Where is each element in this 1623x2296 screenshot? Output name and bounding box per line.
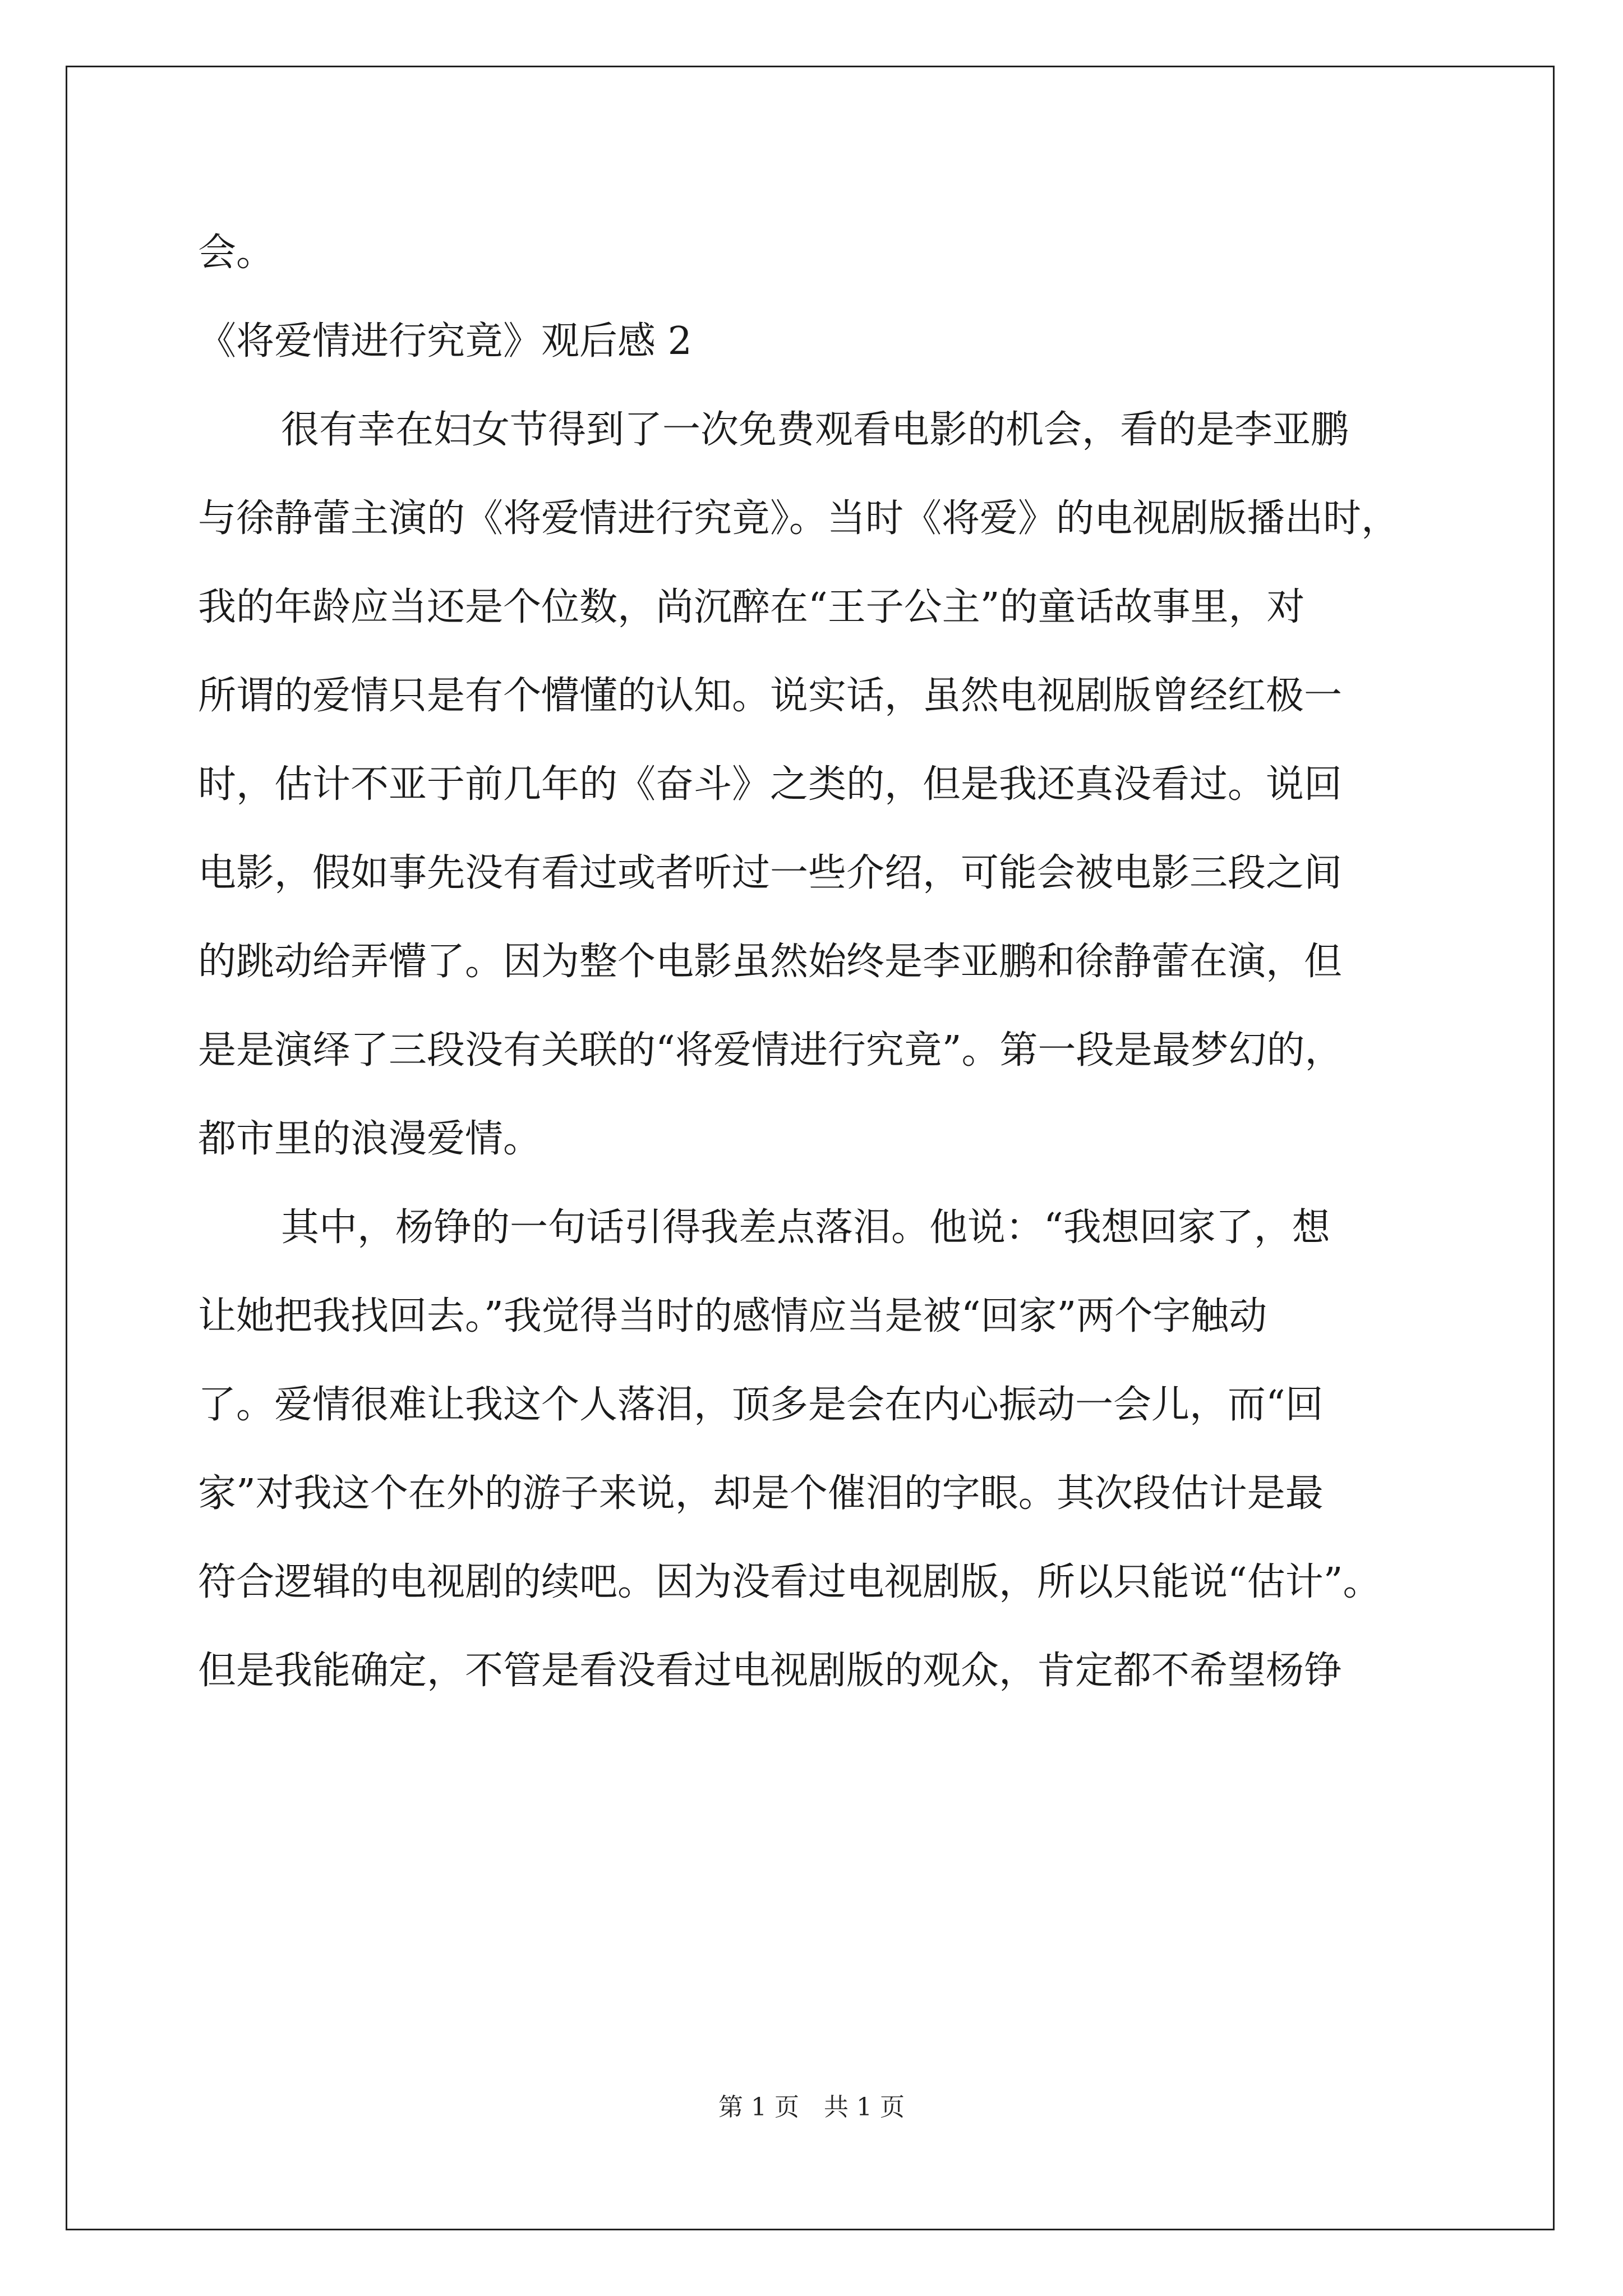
paragraph-line: 很有幸在妇女节得到了一次免费观看电影的机会，看的是李亚鹏 [281, 408, 1349, 452]
paragraph-line: 所谓的爱情只是有个懵懂的认知。说实话，虽然电视剧版曾经红极一 [198, 674, 1343, 718]
paragraph-line: 电影，假如事先没有看过或者听过一些介绍，可能会被电影三段之间 [198, 851, 1343, 895]
paragraph-line: 会。 [198, 231, 275, 275]
paragraph-line: 符合逻辑的电视剧的续吧。因为没看过电视剧版，所以只能说“估计”。 [198, 1560, 1381, 1604]
paragraph-line: 其中，杨铮的一句话引得我差点落泪。他说：“我想回家了，想 [281, 1205, 1330, 1250]
section-title: 《将爱情进行究竟》观后感 2 [198, 319, 692, 364]
paragraph-line: 时，估计不亚于前几年的《奋斗》之类的，但是我还真没看过。说回 [198, 762, 1343, 807]
paragraph-line: 了。爱情很难让我这个人落泪，顶多是会在内心振动一会儿，而“回 [198, 1383, 1324, 1427]
document-body [198, 209, 1488, 1715]
paragraph-line: 家”对我这个在外的游子来说，却是个催泪的字眼。其次段估计是最 [198, 1471, 1324, 1516]
paragraph-line: 与徐静蕾主演的《将爱情进行究竟》。当时《将爱》的电视剧版播出时， [198, 496, 1400, 541]
paragraph-line: 是是演绎了三段没有关联的“将爱情进行究竟”。第一段是最梦幻的， [198, 1028, 1343, 1073]
page-number: 第 1 页 共 1 页 [718, 2093, 905, 2122]
paragraph-line: 的跳动给弄懵了。因为整个电影虽然始终是李亚鹏和徐静蕾在演，但 [198, 940, 1343, 984]
paragraph-line: 都市里的浪漫爱情。 [198, 1117, 542, 1161]
paragraph-line: 但是我能确定，不管是看没看过电视剧版的观众，肯定都不希望杨铮 [198, 1649, 1343, 1693]
paragraph-line: 我的年龄应当还是个位数，尚沉醉在“王子公主”的童话故事里，对 [198, 585, 1305, 629]
paragraph-line: 让她把我找回去。”我觉得当时的感情应当是被“回家”两个字触动 [198, 1294, 1267, 1338]
